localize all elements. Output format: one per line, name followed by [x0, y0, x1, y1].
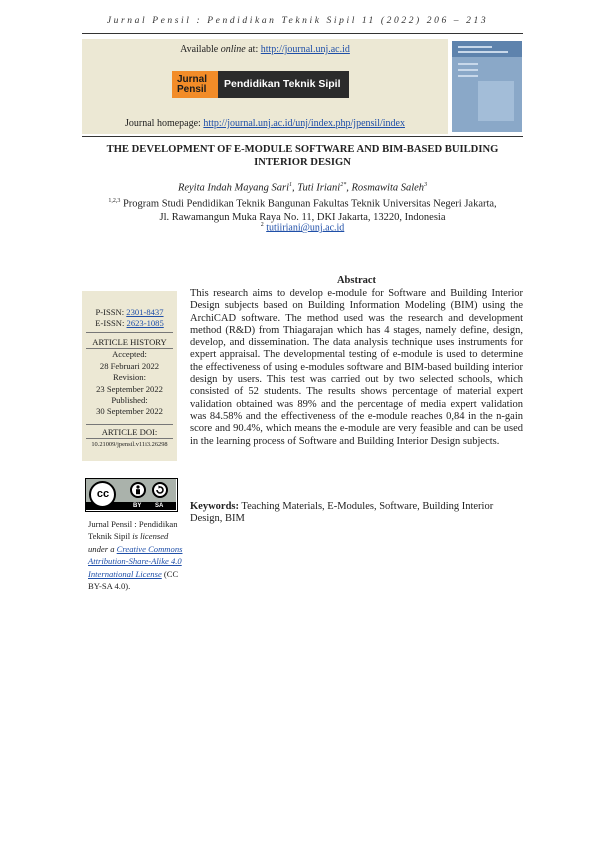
- homepage-line: Journal homepage: http://journal.unj.ac.id/unj/index.php/jpensil/index: [125, 118, 405, 129]
- accepted-date: 28 Februari 2022: [99, 360, 160, 371]
- running-head: Jurnal Pensil : Pendidikan Teknik Sipil 11 (2022) 206 – 213: [106, 16, 489, 26]
- affiliation: $^{1,2,3}$ Program Studi Pendidikan Teknik Bangunan Fakultas Teknik Universitas Negeri Jakarta, Jl. Rawamangun Muka Raya No. 11, DKI Jakarta, 13220, Indonesia: [108, 198, 497, 223]
- attribution-icon: [130, 482, 146, 498]
- revision-date: 23 September 2022: [96, 383, 163, 394]
- email-link[interactable]: tutiiriani@unj.ac.id: [266, 222, 345, 234]
- paper-title: THE DEVELOPMENT OF E-MODULE SOFTWARE AND BIM-BASED BUILDING INTERIOR DESIGN: [106, 144, 499, 168]
- logo-pendidikan-teknik-sipil: Pendidikan Teknik Sipil: [218, 71, 349, 98]
- journal-logo: [172, 71, 349, 98]
- keywords: Keywords: Teaching Materials, E-Modules, Software, Building Interior Design, BIM: [190, 501, 494, 525]
- share-alike-icon: [152, 482, 168, 498]
- pissn-link[interactable]: 2301-8437: [126, 307, 164, 317]
- abstract-text: This research aims to develop e-module for Software and Building Interior Design subjects based on Building Information Modeling (BIM) using the ArchiCAD software. The method used was the research and development method (R&D) from Thiagarajan which has 4 stages, namely define, design, develop, and dissemination. The data analysis technique uses instruments for expert appraisal. The developmental testing of e-module is used to determine the effectiveness of using e-modules software and BIM-based building interior design by users. This test was carried out by two selected schools, which consisted of 52 students. The results shows percentage of material expert validation obtained was 89% and the percentage of media expert validation was 84.58% and the effectiveness of the e-module reaches 0,84 in the n-gain score and 90.4%, which means the e-module are very feasible and can be used in the learning process of Software and Building Interior Design subjects.: [190, 288, 523, 447]
- published-date: 30 September 2022: [96, 406, 163, 417]
- history-heading: ARTICLE HISTORY: [92, 337, 167, 347]
- author-list: Reyita Indah Mayang Sari$^1$, Tuti Iriani$^{2*}$, Rosmawita Saleh$^3$: [177, 182, 428, 194]
- cc-by-sa-badge[interactable]: [85, 478, 178, 512]
- doi-heading: ARTICLE DOI:: [101, 427, 158, 437]
- article-doi: 10.21009/jpensil.v11i3.26298: [91, 441, 168, 448]
- logo-jurnal-pensil: Jurnal Pensil: [172, 71, 218, 98]
- issn-block: P-ISSN: 2301-8437 E-ISSN: 2623-1085: [95, 307, 164, 328]
- header-rule: [82, 33, 523, 34]
- by-label: BY: [133, 503, 142, 509]
- author-1: Reyita Indah Mayang Sari: [177, 182, 290, 194]
- availability-line: Available online at: http://journal.unj.ac.id: [180, 44, 350, 55]
- journal-site-link[interactable]: http://journal.unj.ac.id: [260, 44, 350, 55]
- license-link[interactable]: Creative Commons Attribution-Share-Alike 4.0 International License: [88, 543, 183, 579]
- cc-icon: cc: [89, 481, 116, 508]
- author-3: Rosmawita Saleh: [351, 182, 425, 194]
- journal-banner: [82, 39, 448, 134]
- journal-cover-thumbnail: [452, 41, 522, 132]
- eissn-link[interactable]: 2623-1085: [126, 318, 164, 328]
- corresponding-email: $^2$ tutiiriani@unj.ac.id: [260, 222, 345, 234]
- article-history: ARTICLE HISTORY Accepted: 28 Februari 2022 Revision: 23 September 2022 Published: 30 September 2022: [82, 337, 177, 418]
- article-info-box: [82, 291, 177, 461]
- banner-rule: [82, 136, 523, 137]
- abstract-heading: Abstract: [336, 275, 377, 286]
- license-notice: Jurnal Pensil : Pendidikan Teknik Sipil is licensed under a Creative Commons Attribution-Share-Alike 4.0 International License (CC BY-SA 4.0).: [88, 519, 183, 592]
- online-word: online: [220, 44, 246, 55]
- journal-homepage-link[interactable]: http://journal.unj.ac.id/unj/index.php/jpensil/index: [203, 118, 405, 129]
- sa-label: SA: [155, 503, 164, 509]
- author-2: Tuti Iriani: [297, 182, 341, 194]
